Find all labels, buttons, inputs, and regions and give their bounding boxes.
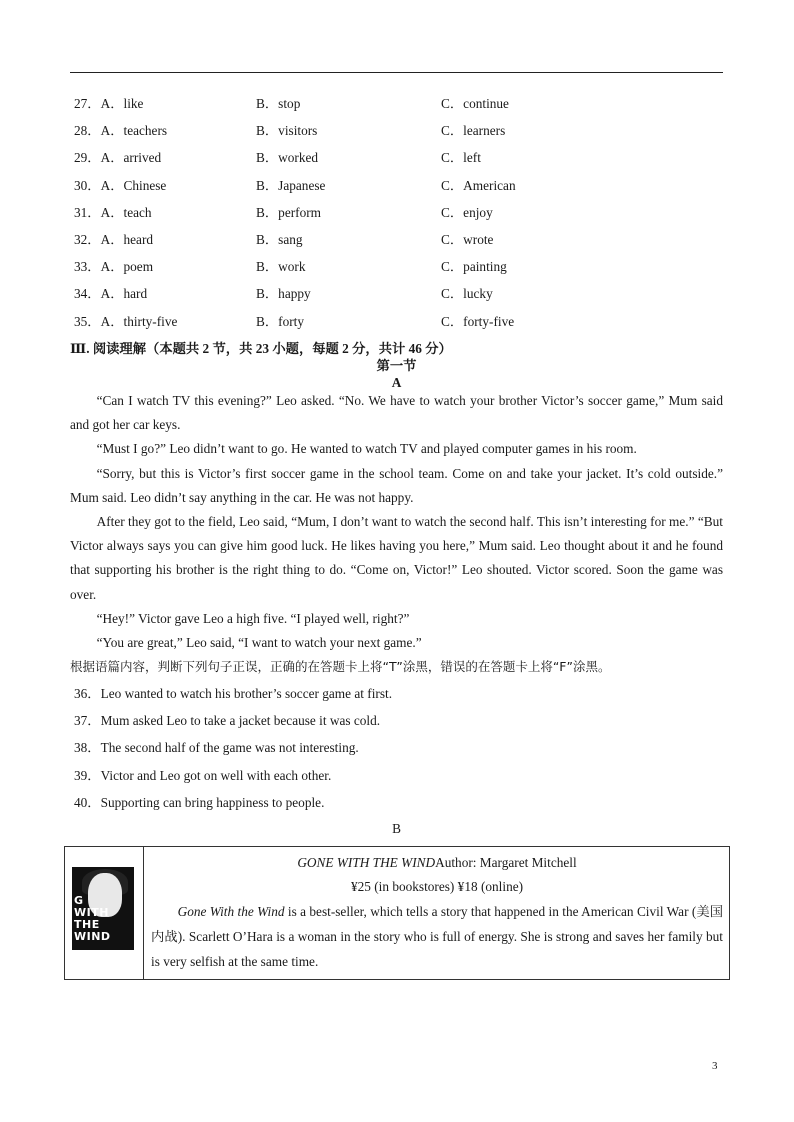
option-a-text: thirty-five (123, 313, 178, 329)
option-a-text: teach (123, 204, 152, 220)
option-row (70, 230, 730, 250)
option-row (70, 94, 730, 114)
question-number: 28 (74, 123, 88, 139)
option-c: C．enjoy (441, 204, 493, 220)
book-title-line (151, 851, 723, 875)
option-c: C．painting (441, 259, 507, 275)
statement-item: 37．Mum asked Leo to take a jacket because it was cold. (74, 713, 381, 729)
option-b: B．happy (256, 286, 311, 302)
statement-text: Leo wanted to watch his brother’s soccer game at first. (100, 686, 393, 701)
question-number: 34 (74, 286, 88, 302)
book-title: GONE WITH THE WIND (297, 855, 436, 870)
option-b: B．work (256, 259, 306, 275)
option-row (70, 121, 730, 141)
option-c-text: wrote (463, 232, 494, 247)
option-a-text: poem (123, 259, 154, 275)
option-b-text: work (278, 259, 306, 275)
option-b-text: worked (278, 150, 319, 166)
option-row (70, 176, 730, 196)
question-number: 29 (74, 150, 88, 166)
option-c: C．American (441, 177, 516, 193)
option-a: 34．A．hard (74, 286, 148, 302)
option-a: 30．A．Chinese (74, 177, 167, 193)
passage-paragraph: After they got to the field, Leo said, “Mum, I don’t want to watch the second half. This isn’t interesting for me.” “But Victor always says you can give him good luck. He likes having you here,” Mum said. Leo thought about it and he found that supporting his brother is the right thing to do. “Come on, Victor!” Leo shouted. Victor scored. Soon the game was over. (70, 514, 723, 602)
option-b: B．perform (256, 204, 321, 220)
book-cover-image (72, 867, 134, 950)
part-heading: 第一节 (376, 358, 417, 373)
option-c: C．wrote (441, 232, 494, 247)
option-b-text: forty (278, 313, 305, 329)
instruction-text: 根据语篇内容，判断下列句子正误，正确的在答题卡上将“T”涂黑，错误的在答题卡上将“F”涂黑。 (70, 659, 611, 674)
option-c: C．learners (441, 123, 506, 139)
option-b-text: stop (278, 96, 301, 111)
statement-item: 40．Supporting can bring happiness to people. (74, 794, 325, 810)
option-a-text: teachers (123, 123, 168, 139)
option-c: C．lucky (441, 286, 493, 302)
book-cover-cell (65, 847, 144, 979)
passage-paragraph: “You are great,” Leo said, “I want to watch your next game.” (96, 635, 422, 651)
question-number: 30 (74, 177, 88, 193)
statement-item: 36．Leo wanted to watch his brother’s soccer game at first. (74, 686, 393, 701)
statement-number: 39 (74, 767, 88, 783)
book-details (151, 851, 723, 974)
question-number: 32 (74, 232, 88, 247)
option-row (70, 312, 730, 332)
question-number: 27 (74, 96, 88, 111)
option-row (70, 284, 730, 304)
statement-text: The second half of the game was not interesting. (100, 740, 359, 756)
passage-letter-a: A (391, 375, 402, 390)
book-desc-text: is a best-seller, which tells a story that happened in the American Civil War (美国内战). Scarlett O’Hara is a woman in the story who is full of energy. She is strong and saves her family but is very selfish at the same time. (151, 904, 724, 969)
option-b-text: perform (278, 204, 321, 220)
option-c-text: learners (463, 123, 506, 139)
option-a: 29．A．arrived (74, 150, 162, 166)
question-number: 31 (74, 204, 88, 220)
option-b-text: sang (278, 232, 303, 247)
question-number: 35 (74, 313, 88, 329)
passage-paragraph: “Can I watch TV this evening?” Leo asked. “No. We have to watch your brother Victor’s soccer game,” Mum said and got her car keys. (70, 393, 723, 433)
option-row (70, 203, 730, 223)
option-c: C．continue (441, 96, 509, 111)
option-b: B．stop (256, 96, 301, 111)
option-c: C．left (441, 150, 481, 166)
statement-text: Supporting can bring happiness to people. (100, 794, 325, 810)
statement-number: 37 (74, 713, 88, 729)
statement-item: 38．The second half of the game was not interesting. (74, 740, 359, 756)
option-b: B．sang (256, 232, 303, 247)
option-a-text: heard (123, 232, 154, 247)
option-a: 32．A．heard (74, 232, 154, 247)
header-rule (70, 72, 723, 73)
book-price: ¥25 (in bookstores) ¥18 (online) (350, 879, 524, 894)
question-number: 33 (74, 259, 88, 275)
option-c-text: enjoy (463, 204, 493, 220)
option-a: 27．A．like (74, 96, 144, 111)
passage-letter-b: B (392, 821, 401, 836)
option-a-text: arrived (123, 150, 162, 166)
option-b: B．worked (256, 150, 319, 166)
section-title: Ⅲ. 阅读理解（本题共 2 节，共 23 小题，每题 2 分，共计 46 分） (70, 341, 452, 356)
option-row (70, 148, 730, 168)
option-c-text: American (463, 177, 516, 193)
option-a-text: like (123, 96, 144, 111)
option-a: 35．A．thirty-five (74, 313, 178, 329)
passage-paragraph: “Must I go?” Leo didn’t want to go. He wanted to watch TV and played computer games in his room. (96, 441, 637, 457)
option-c-text: lucky (463, 286, 493, 302)
option-a: 31．A．teach (74, 204, 152, 220)
option-b: B．visitors (256, 123, 318, 139)
passage-a (70, 389, 723, 655)
option-c-text: forty-five (463, 313, 515, 329)
option-c: C．forty-five (441, 313, 515, 329)
book-description (151, 899, 723, 974)
passage-paragraph: “Hey!” Victor gave Leo a high five. “I played well, right?” (96, 610, 410, 626)
statement-text: Mum asked Leo to take a jacket because it was cold. (100, 713, 381, 729)
option-c-text: continue (463, 96, 509, 111)
book-desc-title: Gone With the Wind (177, 904, 285, 919)
statement-number: 36 (74, 686, 88, 701)
page-number: 3 (712, 1060, 718, 1072)
option-a-text: hard (123, 286, 148, 302)
option-c-text: painting (463, 259, 507, 275)
cover-title-logo: G WITH THE WIND (74, 894, 111, 943)
option-b-text: Japanese (278, 177, 326, 193)
option-b: B．Japanese (256, 177, 326, 193)
option-b: B．forty (256, 313, 305, 329)
option-c-text: left (463, 150, 481, 166)
statement-item: 39．Victor and Leo got on well with each other. (74, 767, 332, 783)
passage-paragraph: “Sorry, but this is Victor’s first soccer game in the school team. Come on and take your jacket. It’s cold outside.” Mum said. Leo didn’t say anything in the car. He was not happy. (70, 465, 723, 505)
option-row (70, 257, 730, 277)
option-b-text: happy (278, 286, 311, 302)
book-info-box (64, 846, 730, 980)
book-author: Author: Margaret Mitchell (435, 855, 577, 870)
option-a: 28．A．teachers (74, 123, 168, 139)
option-a: 33．A．poem (74, 259, 154, 275)
option-a-text: Chinese (123, 177, 167, 193)
option-b-text: visitors (278, 123, 318, 139)
statement-text: Victor and Leo got on well with each other. (100, 767, 332, 783)
statement-number: 40 (74, 794, 88, 810)
statement-number: 38 (74, 740, 88, 756)
